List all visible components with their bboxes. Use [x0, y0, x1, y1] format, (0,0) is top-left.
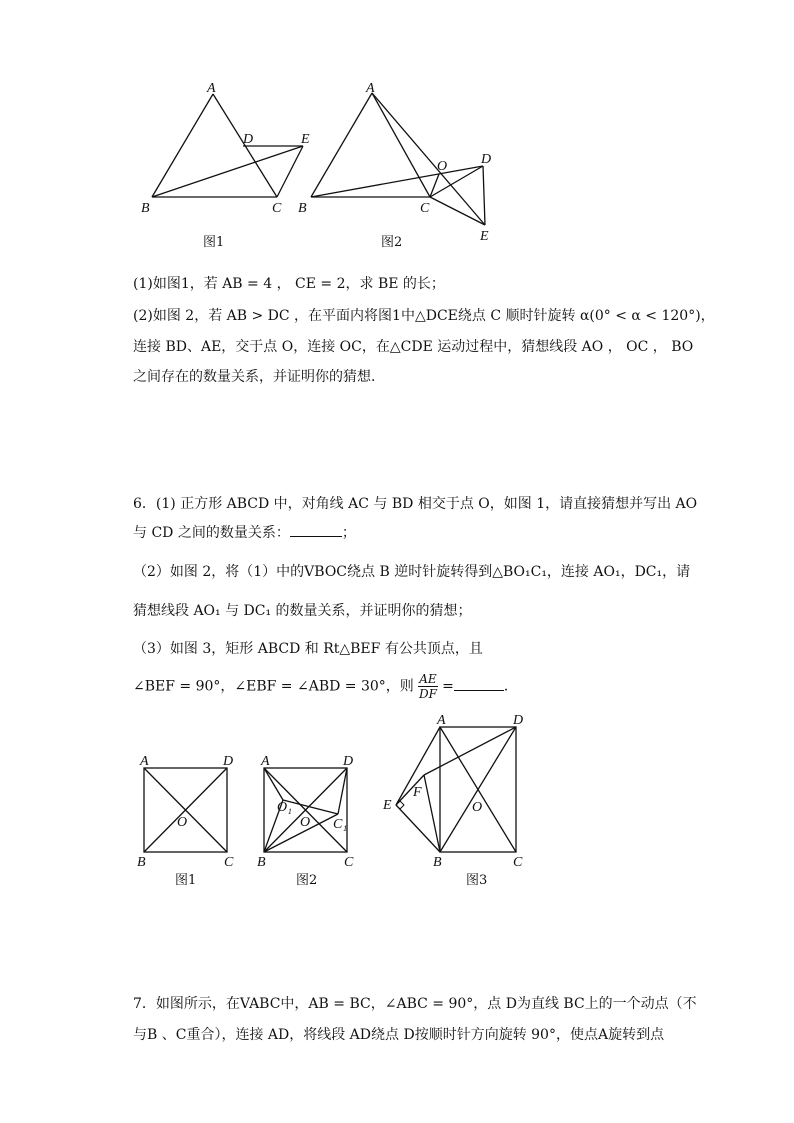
fig1-caption: 图1 [203, 235, 225, 250]
fig2-label-A: A [366, 81, 375, 96]
q6-fraction-denominator: DF [418, 687, 437, 701]
q6f2-label-C1: C₁ [333, 817, 348, 832]
q6f1-label-C: C [224, 855, 234, 870]
q5-part2-line3: 之间存在的数量关系，并证明你的猜想． [133, 369, 385, 385]
q6-line6-end: ． [503, 678, 518, 695]
q6-equals: = [442, 678, 454, 695]
q5-part1: (1)如图1，若 AB = 4 ， CE = 2，求 BE 的长； [133, 276, 445, 292]
q6-line2-end: ； [341, 525, 356, 541]
q6-line2-text: 与 CD 之间的数量关系： [133, 525, 290, 541]
q6-line3: （2）如图 2，将（1）中的VBOC绕点 B 逆时针旋转得到△BO₁C₁，连接 AO₁，DC₁，请 [133, 564, 691, 580]
q6f2-label-O1: O₁ [277, 800, 292, 815]
q6-line6-text: ∠BEF = 90°，∠EBF = ∠ABD = 30°，则 [133, 678, 414, 695]
fig1-label-D: D [243, 132, 254, 147]
fig1-label-B: B [141, 201, 150, 216]
q6f2-label-O: O [300, 815, 311, 830]
q6f3-label-C: C [513, 855, 523, 870]
fig2-label-O: O [437, 159, 448, 174]
q6-fraction-numerator: AE [419, 672, 437, 686]
q6f3-label-B: B [433, 855, 442, 870]
q6-line4: 猜想线段 AO₁ 与 DC₁ 的数量关系，并证明你的猜想； [133, 603, 472, 619]
q6f2-label-C: C [344, 855, 354, 870]
q7-line1: 7．如图所示，在VABC中，AB = BC，∠ABC = 90°，点 D为直线 BC上的一个动点（不 [133, 996, 697, 1012]
q6-line1: 6．(1) 正方形 ABCD 中，对角线 AC 与 BD 相交于点 O，如图 1，请直接猜想并写出 AO [133, 496, 698, 512]
fig2-caption: 图2 [381, 235, 403, 250]
q6f2-label-A: A [261, 754, 270, 769]
q6-figure-1-square [144, 768, 227, 852]
q6f2-label-D: D [343, 754, 354, 769]
q6f3-label-D: D [513, 713, 524, 728]
q6f1-label-A: A [140, 754, 149, 769]
fig2-label-C: C [420, 201, 430, 216]
fig2-label-B: B [298, 201, 307, 216]
q7-line2: 与B 、C重合），连接 AD，将线段 AD绕点 D按顺时针方向旋转 90°，使点A旋转到点 [133, 1027, 665, 1043]
q6f3-label-F: F [413, 785, 422, 800]
q6-fig1-caption: 图1 [175, 873, 197, 888]
q5-part2-line1: (2)如图 2，若 AB > DC ，在平面内将图1中△DCE绕点 C 顺时针旋转 α(0° < α < 120°)， [133, 308, 715, 324]
q6f1-label-O: O [177, 815, 188, 830]
q6-fig2-caption: 图2 [296, 873, 318, 888]
q6f3-label-A: A [437, 713, 446, 728]
q5-part2-line2: 连接 BD、AE，交于点 O，连接 OC，在△CDE 运动过程中，猜想线段 AO ， OC ， BO [133, 339, 694, 355]
fig1-label-A: A [207, 81, 216, 96]
q6-line5: （3）如图 3，矩形 ABCD 和 Rt△BEF 有公共顶点，且 [133, 641, 483, 657]
fig1-label-E: E [301, 132, 310, 147]
fig2-label-D: D [481, 152, 492, 167]
q6f3-label-E: E [383, 798, 392, 813]
q6f1-label-D: D [223, 754, 234, 769]
q6f2-label-B: B [257, 855, 266, 870]
q6f3-label-O: O [472, 800, 483, 815]
fig1-label-C: C [272, 201, 282, 216]
q6-fig3-caption: 图3 [466, 873, 488, 888]
q6f1-label-B: B [137, 855, 146, 870]
fig2-label-E: E [480, 229, 489, 244]
